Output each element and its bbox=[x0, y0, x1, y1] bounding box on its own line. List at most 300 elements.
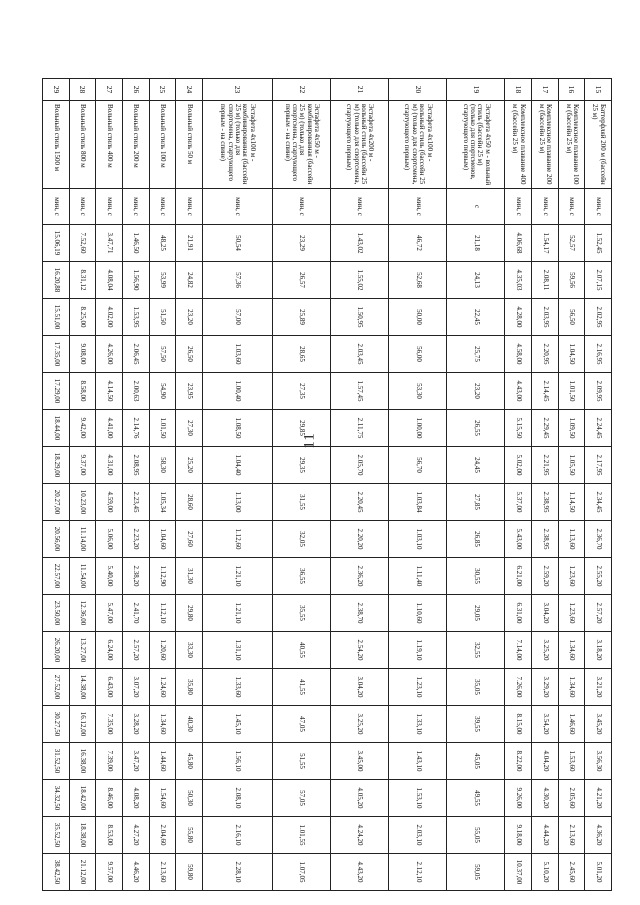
value-cell: 5.06,00 bbox=[96, 521, 123, 558]
value-cell: 23.50,00 bbox=[43, 595, 70, 632]
value-cell: 4.58,00 bbox=[505, 336, 532, 373]
value-cell: 18.42,00 bbox=[69, 780, 96, 817]
value-cell: 9.37,00 bbox=[69, 447, 96, 484]
value-cell: 1.45,10 bbox=[202, 706, 272, 743]
value-cell: 4.30,20 bbox=[532, 780, 559, 817]
value-cell: 56,00 bbox=[389, 336, 447, 373]
value-cell: 54,90 bbox=[149, 373, 176, 410]
value-cell: 1.08,50 bbox=[202, 410, 272, 447]
value-cell: 1.19,10 bbox=[389, 632, 447, 669]
value-cell: 2.09,95 bbox=[585, 373, 612, 410]
value-cell: 25,89 bbox=[273, 299, 331, 336]
value-cell: 1.05,34 bbox=[149, 484, 176, 521]
value-cell: 11.54,00 bbox=[69, 558, 96, 595]
table-body bbox=[43, 79, 612, 891]
value-cell: 1.09,50 bbox=[558, 410, 585, 447]
value-cell: 2.00,63 bbox=[122, 373, 149, 410]
value-cell: 1.03,10 bbox=[389, 521, 447, 558]
value-cell: 1.43,10 bbox=[389, 743, 447, 780]
value-cell: 2.20,20 bbox=[331, 521, 389, 558]
value-cell: 1.10,60 bbox=[389, 595, 447, 632]
value-cell: 23,20 bbox=[176, 299, 203, 336]
row-number: 25 bbox=[149, 79, 176, 101]
value-cell: 12.36,00 bbox=[69, 595, 96, 632]
value-cell: 24,45 bbox=[447, 447, 505, 484]
value-cell: 18.44,00 bbox=[43, 410, 70, 447]
table-row bbox=[447, 79, 505, 891]
value-cell: 1.23,10 bbox=[389, 669, 447, 706]
value-cell: 1.57,45 bbox=[331, 373, 389, 410]
value-cell: 4.35,03 bbox=[505, 262, 532, 299]
value-cell: 2.17,95 bbox=[585, 447, 612, 484]
unit-cell: мин, с bbox=[176, 189, 203, 225]
value-cell: 1.54,17 bbox=[532, 225, 559, 262]
value-cell: 20.27,00 bbox=[43, 484, 70, 521]
value-cell: 33,30 bbox=[176, 632, 203, 669]
row-number: 20 bbox=[389, 79, 447, 101]
value-cell: 4.26,00 bbox=[96, 336, 123, 373]
value-cell: 5.40,00 bbox=[96, 558, 123, 595]
value-cell: 7.26,00 bbox=[505, 669, 532, 706]
value-cell: 35,55 bbox=[273, 595, 331, 632]
value-cell: 32,05 bbox=[273, 521, 331, 558]
value-cell: 53,99 bbox=[149, 262, 176, 299]
value-cell: 1.21,10 bbox=[202, 595, 272, 632]
value-cell: 50,54 bbox=[202, 225, 272, 262]
value-cell: 40,55 bbox=[273, 632, 331, 669]
value-cell: 11.14,00 bbox=[69, 521, 96, 558]
table-row bbox=[558, 79, 585, 891]
value-cell: 13.27,00 bbox=[69, 632, 96, 669]
value-cell: 4.46,20 bbox=[122, 854, 149, 891]
value-cell: 35,05 bbox=[447, 669, 505, 706]
value-cell: 16.12,00 bbox=[69, 706, 96, 743]
value-cell: 1.34,60 bbox=[558, 669, 585, 706]
table-row bbox=[505, 79, 532, 891]
row-number: 27 bbox=[96, 79, 123, 101]
value-cell: 5.15,50 bbox=[505, 410, 532, 447]
value-cell: 1.50,95 bbox=[331, 299, 389, 336]
value-cell: 18.38,00 bbox=[69, 817, 96, 854]
value-cell: 3.25,20 bbox=[532, 632, 559, 669]
value-cell: 1.13,00 bbox=[202, 484, 272, 521]
value-cell: 2.57,20 bbox=[122, 632, 149, 669]
value-cell: 31,30 bbox=[176, 558, 203, 595]
value-cell: 59,05 bbox=[447, 854, 505, 891]
event-name: Вольный стиль 1500 м bbox=[43, 101, 70, 189]
value-cell: 4.06,68 bbox=[505, 225, 532, 262]
table-row bbox=[202, 79, 272, 891]
event-name: Баттерфляй 200 м (бассейн 25 м) bbox=[585, 101, 612, 189]
value-cell: 2.06,45 bbox=[122, 336, 149, 373]
value-cell: 2.59,20 bbox=[532, 558, 559, 595]
value-cell: 2.45,60 bbox=[558, 854, 585, 891]
event-name: Эстафета 4х50 м - комбинированная (бассейн 25 м) (только для спортсмена, стартующего первым - на спине) bbox=[273, 101, 331, 189]
row-number: 21 bbox=[331, 79, 389, 101]
value-cell: 56,50 bbox=[558, 299, 585, 336]
table-row bbox=[43, 79, 70, 891]
unit-cell: мин, с bbox=[558, 189, 585, 225]
value-cell: 7.52,60 bbox=[69, 225, 96, 262]
value-cell: 1.04,50 bbox=[558, 336, 585, 373]
value-cell: 18.29,00 bbox=[43, 447, 70, 484]
row-number: 17 bbox=[532, 79, 559, 101]
value-cell: 1.03,84 bbox=[389, 484, 447, 521]
value-cell: 4.02,00 bbox=[96, 299, 123, 336]
value-cell: 2.38,20 bbox=[122, 558, 149, 595]
value-cell: 9.26,00 bbox=[505, 780, 532, 817]
value-cell: 1.04,40 bbox=[202, 447, 272, 484]
unit-cell: мин, с bbox=[43, 189, 70, 225]
value-cell: 1.44,60 bbox=[149, 743, 176, 780]
value-cell: 38.42,50 bbox=[43, 854, 70, 891]
value-cell: 26,57 bbox=[273, 262, 331, 299]
value-cell: 21.12,00 bbox=[69, 854, 96, 891]
value-cell: 8.15,00 bbox=[505, 706, 532, 743]
value-cell: 2.20,95 bbox=[532, 336, 559, 373]
value-cell: 2.23,45 bbox=[122, 484, 149, 521]
value-cell: 5.47,00 bbox=[96, 595, 123, 632]
value-cell: 2.05,60 bbox=[558, 780, 585, 817]
value-cell: 35,80 bbox=[176, 669, 203, 706]
value-cell: 59,80 bbox=[176, 854, 203, 891]
value-cell: 2.57,20 bbox=[585, 595, 612, 632]
unit-cell: мин, с bbox=[69, 189, 96, 225]
unit-cell: мин, с bbox=[505, 189, 532, 225]
value-cell: 20.56,00 bbox=[43, 521, 70, 558]
value-cell: 21,18 bbox=[447, 225, 505, 262]
value-cell: 55,05 bbox=[447, 817, 505, 854]
value-cell: 2.41,70 bbox=[122, 595, 149, 632]
value-cell: 47,05 bbox=[273, 706, 331, 743]
value-cell: 2.38,70 bbox=[331, 595, 389, 632]
value-cell: 4.05,20 bbox=[331, 780, 389, 817]
value-cell: 49,55 bbox=[447, 780, 505, 817]
value-cell: 2.23,20 bbox=[122, 521, 149, 558]
value-cell: 3.45,20 bbox=[585, 706, 612, 743]
table-row bbox=[585, 79, 612, 891]
value-cell: 2.08,10 bbox=[202, 780, 272, 817]
value-cell: 4.31,00 bbox=[96, 447, 123, 484]
value-cell: 3.07,20 bbox=[122, 669, 149, 706]
value-cell: 2.34,45 bbox=[585, 484, 612, 521]
value-cell: 1.20,60 bbox=[149, 632, 176, 669]
value-cell: 10.23,00 bbox=[69, 484, 96, 521]
value-cell: 55,80 bbox=[176, 817, 203, 854]
value-cell: 1.00,00 bbox=[389, 410, 447, 447]
value-cell: 3.04,20 bbox=[331, 669, 389, 706]
value-cell: 52,57 bbox=[558, 225, 585, 262]
value-cell: 4.44,20 bbox=[532, 817, 559, 854]
unit-cell: мин, с bbox=[389, 189, 447, 225]
value-cell: 1.12,10 bbox=[149, 595, 176, 632]
value-cell: 51,50 bbox=[149, 299, 176, 336]
value-cell: 40,30 bbox=[176, 706, 203, 743]
value-cell: 1.07,05 bbox=[273, 854, 331, 891]
value-cell: 2.14,45 bbox=[532, 373, 559, 410]
value-cell: 50,00 bbox=[389, 299, 447, 336]
value-cell: 53,30 bbox=[389, 373, 447, 410]
value-cell: 1.31,10 bbox=[202, 632, 272, 669]
value-cell: 1.54,60 bbox=[149, 780, 176, 817]
value-cell: 2.04,60 bbox=[149, 817, 176, 854]
value-cell: 2.13,60 bbox=[558, 817, 585, 854]
value-cell: 10.37,00 bbox=[505, 854, 532, 891]
unit-cell: мин, с bbox=[331, 189, 389, 225]
value-cell: 50,30 bbox=[176, 780, 203, 817]
value-cell: 1.34,60 bbox=[558, 632, 585, 669]
unit-cell: мин, с bbox=[585, 189, 612, 225]
table-row bbox=[176, 79, 203, 891]
value-cell: 7.39,00 bbox=[96, 743, 123, 780]
page-number: 11 bbox=[301, 432, 318, 449]
event-name: Вольный стиль 50 м bbox=[176, 101, 203, 189]
value-cell: 4.04,20 bbox=[532, 743, 559, 780]
value-cell: 2.29,45 bbox=[532, 410, 559, 447]
value-cell: 2.38,95 bbox=[532, 484, 559, 521]
value-cell: 22,45 bbox=[447, 299, 505, 336]
value-cell: 14.38,00 bbox=[69, 669, 96, 706]
value-cell: 28,65 bbox=[273, 336, 331, 373]
value-cell: 23,20 bbox=[447, 373, 505, 410]
event-name: Вольный стиль 100 м bbox=[149, 101, 176, 189]
value-cell: 1.21,10 bbox=[202, 558, 272, 595]
value-cell: 1.33,10 bbox=[389, 706, 447, 743]
value-cell: 4.08,20 bbox=[122, 780, 149, 817]
event-name: Вольный стиль 200 м bbox=[122, 101, 149, 189]
value-cell: 1.01,50 bbox=[149, 410, 176, 447]
value-cell: 27,30 bbox=[176, 410, 203, 447]
value-cell: 4.27,20 bbox=[122, 817, 149, 854]
value-cell: 15.06,19 bbox=[43, 225, 70, 262]
value-cell: 24,13 bbox=[447, 262, 505, 299]
table-row bbox=[273, 79, 331, 891]
event-name: Эстафета 4х200 м - вольный стиль (бассейн 25 м) (только для спортсмена, стартующего первым) bbox=[331, 101, 389, 189]
value-cell: 22.57,00 bbox=[43, 558, 70, 595]
value-cell: 3.47,20 bbox=[122, 743, 149, 780]
value-cell: 1.12,60 bbox=[202, 521, 272, 558]
value-cell: 3.56,30 bbox=[585, 743, 612, 780]
value-cell: 24,82 bbox=[176, 262, 203, 299]
value-cell: 45,05 bbox=[447, 743, 505, 780]
value-cell: 6.31,00 bbox=[505, 595, 532, 632]
value-cell: 1.46,60 bbox=[558, 706, 585, 743]
event-name: Комплексное плавание 100 м (бассейн 25 м) bbox=[558, 101, 585, 189]
value-cell: 57,00 bbox=[202, 299, 272, 336]
value-cell: 1.05,50 bbox=[558, 447, 585, 484]
unit-cell: мин, с bbox=[532, 189, 559, 225]
value-cell: 2.12,10 bbox=[389, 854, 447, 891]
value-cell: 31.52,50 bbox=[43, 743, 70, 780]
value-cell: 5.43,00 bbox=[505, 521, 532, 558]
value-cell: 5.01,20 bbox=[585, 854, 612, 891]
value-cell: 3.29,20 bbox=[532, 669, 559, 706]
rotated-table-container bbox=[42, 78, 612, 890]
value-cell: 3.21,20 bbox=[585, 669, 612, 706]
value-cell: 46,72 bbox=[389, 225, 447, 262]
value-cell: 4.43,00 bbox=[505, 373, 532, 410]
event-name: Эстафета 4х50 м - вольный стиль (бассейн 25 м) (только для спортсменов, стартующего первым) bbox=[447, 101, 505, 189]
value-cell: 7.35,00 bbox=[96, 706, 123, 743]
value-cell: 1.01,55 bbox=[273, 817, 331, 854]
value-cell: 2.36,70 bbox=[585, 521, 612, 558]
table-row bbox=[389, 79, 447, 891]
value-cell: 2.08,11 bbox=[532, 262, 559, 299]
unit-cell: мин, с bbox=[273, 189, 331, 225]
value-cell: 1.24,60 bbox=[149, 669, 176, 706]
value-cell: 1.04,60 bbox=[149, 521, 176, 558]
value-cell: 1.23,60 bbox=[558, 595, 585, 632]
value-cell: 15.51,00 bbox=[43, 299, 70, 336]
value-cell: 41,55 bbox=[273, 669, 331, 706]
value-cell: 25,75 bbox=[447, 336, 505, 373]
value-cell: 29,05 bbox=[447, 595, 505, 632]
value-cell: 2.03,45 bbox=[331, 336, 389, 373]
value-cell: 8.22,00 bbox=[505, 743, 532, 780]
value-cell: 27,85 bbox=[447, 484, 505, 521]
row-number: 18 bbox=[505, 79, 532, 101]
value-cell: 3.28,20 bbox=[122, 706, 149, 743]
value-cell: 5.02,00 bbox=[505, 447, 532, 484]
row-number: 16 bbox=[558, 79, 585, 101]
unit-cell: с bbox=[447, 189, 505, 225]
value-cell: 3.18,20 bbox=[585, 632, 612, 669]
value-cell: 1.23,60 bbox=[558, 558, 585, 595]
value-cell: 1.14,50 bbox=[558, 484, 585, 521]
value-cell: 2.03,10 bbox=[389, 817, 447, 854]
value-cell: 1.13,60 bbox=[558, 521, 585, 558]
value-cell: 5.10,20 bbox=[532, 854, 559, 891]
event-name: Вольный стиль 800 м bbox=[69, 101, 96, 189]
value-cell: 29,85 bbox=[273, 410, 331, 447]
value-cell: 1.12,90 bbox=[149, 558, 176, 595]
value-cell: 3.25,20 bbox=[331, 706, 389, 743]
value-cell: 6.24,00 bbox=[96, 632, 123, 669]
value-cell: 4.43,20 bbox=[331, 854, 389, 891]
value-cell: 4.24,20 bbox=[331, 817, 389, 854]
value-cell: 27,60 bbox=[176, 521, 203, 558]
value-cell: 4.36,20 bbox=[585, 817, 612, 854]
value-cell: 9.57,00 bbox=[96, 854, 123, 891]
value-cell: 2.13,60 bbox=[149, 854, 176, 891]
standards-table bbox=[42, 78, 612, 891]
value-cell: 4.21,20 bbox=[585, 780, 612, 817]
value-cell: 1.52,45 bbox=[585, 225, 612, 262]
value-cell: 34.32,50 bbox=[43, 780, 70, 817]
value-cell: 5.37,00 bbox=[505, 484, 532, 521]
event-name: Эстафета 4х100 м - комбинированная (бассейн 25 м) (только для спортсмена, стартующего первым - на спине) bbox=[202, 101, 272, 189]
value-cell: 23,95 bbox=[176, 373, 203, 410]
value-cell: 28,60 bbox=[176, 484, 203, 521]
value-cell: 36,55 bbox=[273, 558, 331, 595]
value-cell: 2.08,95 bbox=[122, 447, 149, 484]
value-cell: 1.34,60 bbox=[149, 706, 176, 743]
row-number: 28 bbox=[69, 79, 96, 101]
event-name: Комплексное плавание 200 м (бассейн 25 м) bbox=[532, 101, 559, 189]
value-cell: 8.53,00 bbox=[96, 817, 123, 854]
value-cell: 48,25 bbox=[149, 225, 176, 262]
value-cell: 51,55 bbox=[273, 743, 331, 780]
value-cell: 8.58,00 bbox=[69, 373, 96, 410]
value-cell: 2.11,75 bbox=[331, 410, 389, 447]
event-name: Комплексное плавание 400 м (бассейн 25 м) bbox=[505, 101, 532, 189]
value-cell: 29,35 bbox=[273, 447, 331, 484]
value-cell: 2.20,45 bbox=[331, 484, 389, 521]
value-cell: 31,55 bbox=[273, 484, 331, 521]
value-cell: 58,30 bbox=[149, 447, 176, 484]
value-cell: 16.20,88 bbox=[43, 262, 70, 299]
value-cell: 59,56 bbox=[558, 262, 585, 299]
value-cell: 57,36 bbox=[202, 262, 272, 299]
value-cell: 1.56,90 bbox=[122, 262, 149, 299]
row-number: 29 bbox=[43, 79, 70, 101]
value-cell: 2.38,95 bbox=[532, 521, 559, 558]
value-cell: 2.54,20 bbox=[331, 632, 389, 669]
value-cell: 21,91 bbox=[176, 225, 203, 262]
value-cell: 3.54,20 bbox=[532, 706, 559, 743]
table-row bbox=[69, 79, 96, 891]
value-cell: 8.46,00 bbox=[96, 780, 123, 817]
table-row bbox=[122, 79, 149, 891]
value-cell: 4.28,00 bbox=[505, 299, 532, 336]
value-cell: 8.31,12 bbox=[69, 262, 96, 299]
value-cell: 4.14,50 bbox=[96, 373, 123, 410]
unit-cell: мин, с bbox=[96, 189, 123, 225]
value-cell: 3.04,20 bbox=[532, 595, 559, 632]
value-cell: 3.47,71 bbox=[96, 225, 123, 262]
value-cell: 9.42,00 bbox=[69, 410, 96, 447]
unit-cell: мин, с bbox=[149, 189, 176, 225]
value-cell: 26.20,00 bbox=[43, 632, 70, 669]
table-row bbox=[96, 79, 123, 891]
value-cell: 1.55,02 bbox=[331, 262, 389, 299]
value-cell: 1.53,60 bbox=[558, 743, 585, 780]
table-row bbox=[532, 79, 559, 891]
value-cell: 6.43,00 bbox=[96, 669, 123, 706]
value-cell: 17.29,00 bbox=[43, 373, 70, 410]
value-cell: 1.33,60 bbox=[202, 669, 272, 706]
value-cell: 26,55 bbox=[447, 410, 505, 447]
value-cell: 27,35 bbox=[273, 373, 331, 410]
value-cell: 29,80 bbox=[176, 595, 203, 632]
value-cell: 52,68 bbox=[389, 262, 447, 299]
value-cell: 4.59,00 bbox=[96, 484, 123, 521]
value-cell: 4.08,04 bbox=[96, 262, 123, 299]
value-cell: 3.45,00 bbox=[331, 743, 389, 780]
value-cell: 1.01,50 bbox=[558, 373, 585, 410]
row-number: 22 bbox=[273, 79, 331, 101]
value-cell: 2.14,76 bbox=[122, 410, 149, 447]
value-cell: 1.53,10 bbox=[389, 780, 447, 817]
value-cell: 2.21,95 bbox=[532, 447, 559, 484]
value-cell: 30,55 bbox=[447, 558, 505, 595]
value-cell: 45,80 bbox=[176, 743, 203, 780]
value-cell: 7.14,00 bbox=[505, 632, 532, 669]
value-cell: 1.03,60 bbox=[202, 336, 272, 373]
value-cell: 17.35,00 bbox=[43, 336, 70, 373]
value-cell: 2.02,95 bbox=[585, 299, 612, 336]
value-cell: 1.46,50 bbox=[122, 225, 149, 262]
value-cell: 2.03,95 bbox=[532, 299, 559, 336]
value-cell: 25,20 bbox=[176, 447, 203, 484]
value-cell: 26,85 bbox=[447, 521, 505, 558]
value-cell: 1.00,40 bbox=[202, 373, 272, 410]
table-row bbox=[331, 79, 389, 891]
value-cell: 26,50 bbox=[176, 336, 203, 373]
value-cell: 4.41,00 bbox=[96, 410, 123, 447]
value-cell: 1.53,95 bbox=[122, 299, 149, 336]
unit-cell: мин, с bbox=[122, 189, 149, 225]
